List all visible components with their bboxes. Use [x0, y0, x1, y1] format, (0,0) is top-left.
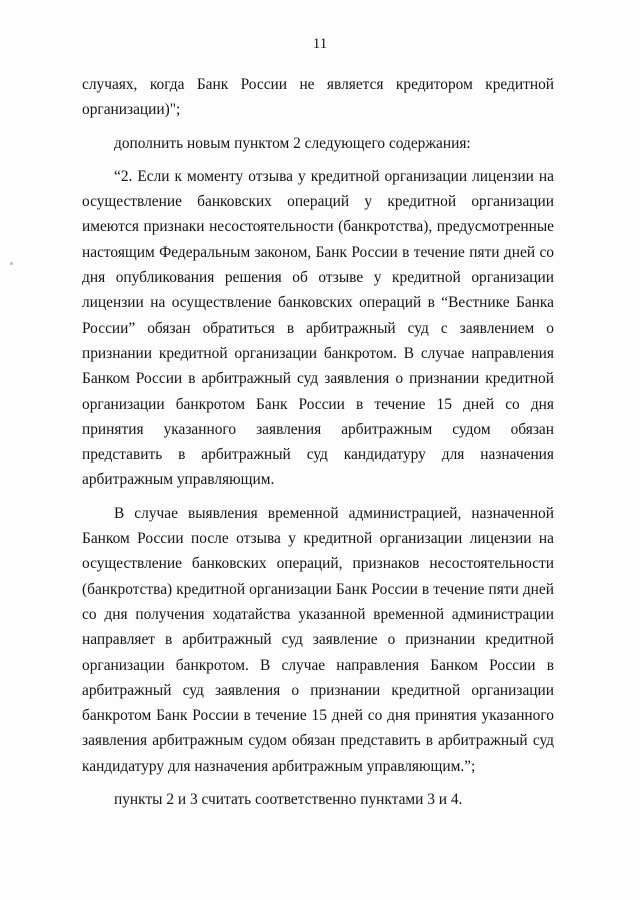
paragraph-renumbering: пункты 2 и 3 считать соответственно пунктами 3 и 4. — [114, 791, 463, 809]
paragraph-new-point-2: “2. Если к моменту отзыва у кредитной организации лицензии на осуществление банковских операций у кредитной организации имеются признаки несостоятельности (банкротства), предусмотренные настоящим Федеральным законом, Банк России в течение пяти дней со дня опубликования решения об отзыве у кредитной организации лицензии на осуществление банковских операций в “Вестнике Банка России” обязан обратиться в арбитражный суд с заявлением о признании кредитной организации банкротом. В случае направления Банком России в арбитражный суд заявления о признании кредитной организации банкротом Банк России в течение 15 дней со дня принятия указанного заявления арбитражным судом обязан представить в арбитражный суд кандидатуру для назначения арбитражным управляющим. — [82, 167, 554, 489]
document-body — [82, 72, 554, 812]
paragraph-temporary-administration: В случае выявления временной администрацией, назначенной Банком России после отзыва у кредитной организации лицензии на осуществление банковских операций, признаков несостоятельности (банкротства) кредитной организации Банк России в течение пяти дней со дня получения ходатайства указанной временной администрации направляет в арбитражный суд заявление о признании кредитной организации банкротом. В случае направления Банком России в арбитражный суд заявления о признании кредитной организации банкротом Банк России в течение 15 дней со дня принятия указанного заявления арбитражным судом обязан представить в арбитражный суд кандидатуру для назначения арбитражным управляющим.”; — [82, 504, 554, 775]
paragraph-amendment-intro: дополнить новым пунктом 2 следующего содержания: — [114, 134, 471, 152]
paragraph-continuation: случаях, когда Банк России не является кредитором кредитной организации)"; — [82, 76, 554, 119]
page-number: 11 — [312, 36, 328, 52]
scan-speck — [10, 262, 13, 265]
